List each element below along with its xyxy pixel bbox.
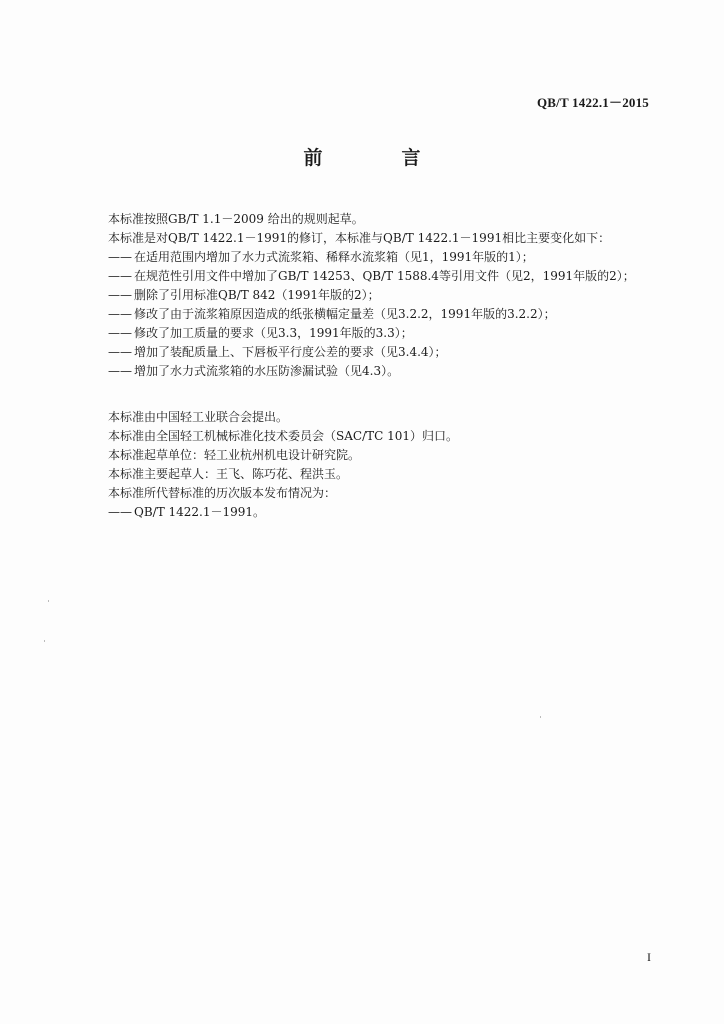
intro-line: 本标准是对QB/T 1422.1－1991的修订，本标准与QB/T 1422.1－1991相比主要变化如下： bbox=[108, 231, 611, 245]
change-item bbox=[108, 286, 668, 305]
info-line: 本标准主要起草人：王飞、陈巧花、程洪玉。 bbox=[108, 467, 349, 481]
info-line: 本标准由中国轻工业联合会提出。 bbox=[108, 410, 289, 424]
dash-marker: —— bbox=[108, 505, 132, 519]
change-item bbox=[108, 343, 668, 362]
standard-code: QB/T 1422.1－2015 bbox=[536, 95, 649, 110]
change-item bbox=[108, 248, 668, 267]
intro-line: 本标准按照GB/T 1.1－2009 给出的规则起草。 bbox=[108, 212, 364, 226]
page-title: 前 言 bbox=[303, 147, 451, 169]
dash-marker: —— bbox=[108, 288, 132, 302]
change-text: 增加了水力式流浆箱的水压防渗漏试验（见4.3）。 bbox=[134, 364, 400, 378]
change-text: 修改了加工质量的要求（见3.3，1991年版的3.3）； bbox=[134, 326, 413, 340]
dash-marker: —— bbox=[108, 345, 132, 359]
info-line: 本标准由全国轻工机械标准化技术委员会（SAC/TC 101）归口。 bbox=[108, 429, 459, 443]
scan-speck bbox=[540, 716, 541, 718]
foreword-body bbox=[108, 210, 668, 522]
change-item bbox=[108, 324, 668, 343]
change-item bbox=[108, 305, 668, 324]
change-text: 在适用范围内增加了水力式流浆箱、稀释水流浆箱（见1，1991年版的1）； bbox=[134, 250, 534, 264]
dash-marker: —— bbox=[108, 364, 132, 378]
paragraph-gap bbox=[108, 381, 668, 408]
change-text: 增加了装配质量上、下唇板平行度公差的要求（见3.4.4）； bbox=[134, 345, 447, 359]
change-text: 修改了由于流浆箱原因造成的纸张横幅定量差（见3.2.2，1991年版的3.2.2）； bbox=[134, 307, 556, 321]
change-item bbox=[108, 362, 668, 381]
history-item bbox=[108, 503, 668, 522]
dash-marker: —— bbox=[108, 307, 132, 321]
info-line: 本标准所代替标准的历次版本发布情况为： bbox=[108, 486, 337, 500]
page-number: I bbox=[647, 950, 651, 964]
history-text: QB/T 1422.1－1991。 bbox=[134, 505, 266, 519]
scan-speck bbox=[44, 640, 45, 642]
change-text: 删除了引用标准QB/T 842（1991年版的2）； bbox=[134, 288, 380, 302]
dash-marker: —— bbox=[108, 326, 132, 340]
info-line: 本标准起草单位：轻工业杭州机电设计研究院。 bbox=[108, 448, 361, 462]
dash-marker: —— bbox=[108, 250, 132, 264]
change-item bbox=[108, 267, 668, 286]
change-text: 在规范性引用文件中增加了GB/T 14253、QB/T 1588.4等引用文件（见2，1991年版的2）； bbox=[134, 269, 635, 283]
dash-marker: —— bbox=[108, 269, 132, 283]
scan-speck bbox=[48, 600, 49, 602]
